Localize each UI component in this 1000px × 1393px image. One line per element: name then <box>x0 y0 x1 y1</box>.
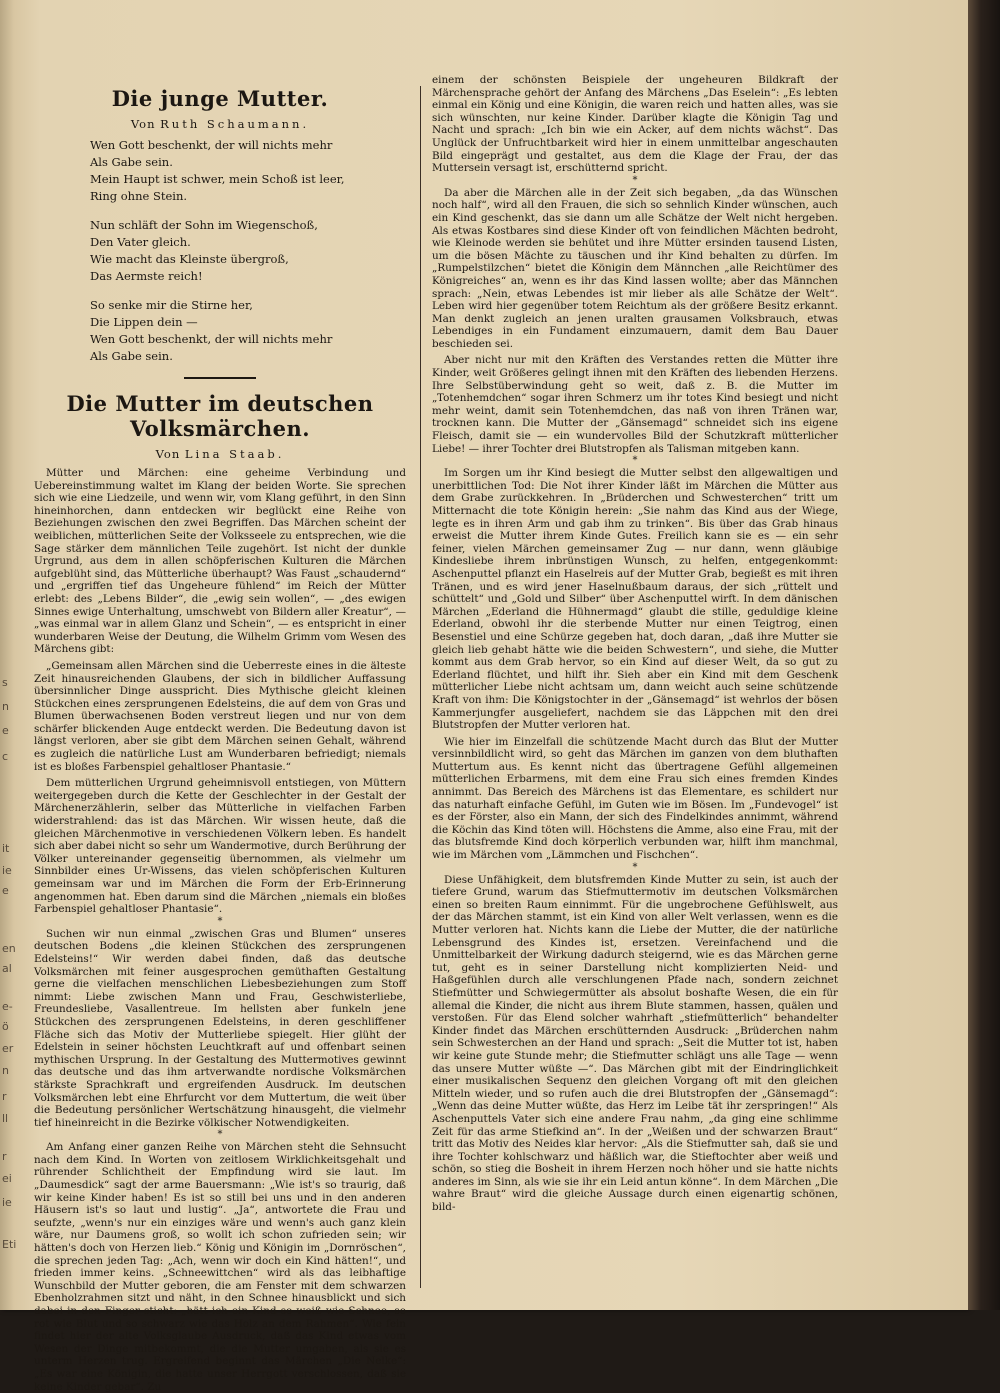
poem-line: Das Aermste reich! <box>90 269 203 283</box>
gutter-fragment: r <box>2 1150 7 1163</box>
poem-line: So senke mir die Stirne her, <box>90 298 253 312</box>
gutter-fragment: n <box>2 700 9 713</box>
poem-title: Die junge Mutter. <box>111 86 329 111</box>
section-separator: * <box>217 915 223 927</box>
article-paragraph: Diese Unfähigkeit, dem blutsfremden Kinde Mutter zu sein, ist auch der tiefere Grund, warum das Stiefmuttermotiv im deutschen Volksmärchen einen so breiten Raum einnimmt. Für die ungebrochene Gefühlswelt, aus der das Märchen stammt, ist ein Kind von aller Welt verlassen, wenn es die Mutter verloren hat. Nichts kann die Liebe der Mutter, die der natürliche Lebensgrund des Kindes ist, ersetzen. Vereinfachend und die Unmittelbarkeit der Wirkung dadurch steigernd, wie es das Märchen gerne tut, geht es in seiner Darstellung nicht komplizierten Neid- und Haßgefühlen durch alle verschlungenen Pfade nach, sondern zeichnet Stiefmütter und Schwiegermütter als absolut boshafte Wesen, die ein für allemal die Kinder, die nicht aus ihrem Blute stammen, hassen, quälen und verstoßen. Für das Elend solcher wahrhaft „stiefmütterlich“ behandelter Kinder findet das Märchen erschütternden Ausdruck: „Brüderchen nahm sein Schwesterchen an der Hand und sprach: „Seit die Mutter tot ist, haben wir keine gute Stunde mehr; die Stiefmutter schlägt uns alle Tage — wenn das unsere Mutter wüßte —“. Das Märchen gibt mit der Eindringlichkeit einer musikalischen Sequenz den gleichen Vorgang oft mit den gleichen Mitteln wieder, und so rufen auch die drei Blutstropfen der „Gänsemagd“: „Wenn das deine Mutter wüßte, das Herz im Leibe tät ihr zerspringen!“ Als Aschenputtels Vater sich eine andere Frau nahm, „da ging eine schlimme Zeit für das arme Stiefkind an“. In der „Weißen und der schwarzen Braut“ tritt das Motiv des Neides klar hervor: „Als die Stiefmutter sah, daß sie und ihre Tochter kohlschwarz und häßlich war, die Stieftochter aber weiß und schön, so stieg die Bosheit in ihrem Herzen noch höher und sie hatte nichts anderes im Sinn, als wie sie ihr ein Leid antun könne“. In dem Märchen „Die wahre Braut“ wird die gleiche Aussage durch einen eigenartig schönen, bild- <box>432 873 838 1214</box>
article-paragraph: Wie hier im Einzelfall die schützende Macht durch das Blut der Mutter versinnbildlicht wird, so geht das Märchen im ganzen von dem bluthaften Muttertum aus. Es kennt nicht das übertragene Gefühl allgemeinen mütterlichen Erbarmens, mit dem eine Frau sich eines fremden Kindes annimmt. Das Bereich des Märchens ist das Elementare, es schildert nur das naturhaft einfache Gefühl, im Guten wie im Bösen. Im „Fundevogel“ ist es der Förster, also ein Mann, der sich des Findelkindes annimmt, während die Köchin das Kind töten will. Höchstens die Amme, also eine Frau, mit der das blutsfremde Kind doch körperlich verbunden war, hilft ihm manchmal, wie im Märchen vom „Lämmchen und Fischchen“. <box>432 735 838 862</box>
gutter-fragment: it <box>2 842 10 855</box>
gutter-fragment: ll <box>2 1112 9 1125</box>
section-separator: * <box>632 174 638 186</box>
article-paragraph: Da aber die Märchen alle in der Zeit sich begaben, „da das Wünschen noch half“, wird all den Frauen, die sich so sehnlich Kinder wünschen, auch ein Kind geschenkt, das sie dann um alle Schätze der Welt nicht hergeben. Als etwas Kostbares sind diese Kinder oft von feindlichen Mächten bedroht, wie Kleinode werden sie behütet und ihre Mütter ersinden tausend Listen, um die bösen Mächte zu täuschen und ihr Kind behalten zu dürfen. Im „Rumpelstilzchen“ bietet die Königin dem Männchen „alle Reichtümer des Königreiches“ an, wenn es ihr das Kind lassen wollte; aber das Männchen sprach: „Nein, etwas Lebendes ist mir lieber als alle Schätze der Welt“. Leben wird hier gegenüber totem Reichtum als der größere Besitz erkannt. Man denkt zugleich an jenen uralten grausamen Volksbrauch, etwas Lebendiges in ein Fundament einzumauern, damit dem Bau Dauer beschieden sei. <box>432 186 838 350</box>
gutter-fragment: er <box>2 1042 14 1055</box>
section-separator: * <box>217 1129 223 1141</box>
gutter-fragment: e- <box>2 1000 13 1013</box>
article-quote-paragraph: „Gemeinsam allen Märchen sind die Ueberreste eines in die älteste Zeit hinausreichenden Glaubens, der sich in bildlicher Auffassung übersinnlicher Dinge ausspricht. Dies Mythische gleicht kleinen Stückchen eines zersprungenen Edelsteins, die auf dem von Gras und Blumen überwachsenen Boden verstreut liegen und nur von dem schärfer blickenden Auge entdeckt werden. Die Bedeutung davon ist längst verloren, aber sie gibt dem Märchen seinen Gehalt, während es zugleich die natürliche Lust am Wunderbaren befriedigt; niemals ist es bloßes Farbenspiel gehaltloser Phantasie.“ <box>34 659 406 773</box>
article-byline-prefix: Von <box>155 447 181 461</box>
poem-stanza <box>90 137 406 205</box>
poem-line: Mein Haupt ist schwer, mein Schoß ist leer, <box>90 172 345 186</box>
article-paragraph: Am Anfang einer ganzen Reihe von Märchen steht die Sehnsucht nach dem Kind. In Worten von zeitlosem Wirklichkeitsgehalt und rührender Schlichtheit der Empfindung wird sie laut. Im „Daumesdick“ sagt der arme Bauersmann: „Wie ist's so traurig, daß wir keine Kinder haben! Es ist so still bei uns und in den anderen Häusern ist's so laut und lustig“. „Ja“, antwortete die Frau und seufzte, „wenn's nur ein einziges wäre und wenn's auch ganz klein wäre, nur Daumens groß, so wollt ich schon zufrieden sein; wir hätten's doch von Herzen lieb.“ König und Königin im „Dornröschen“, die sprechen jeden Tag: „Ach, wenn wir doch ein Kind hätten!“, und frieden immer keins. „Schneewittchen“ wird als das leibhaftige Wunschbild der Mutter geboren, die am Fenster mit dem schwarzen Ebenholzrahmen sitzt und näht, in den Schnee hinausblickt und sich dabei in den Finger sticht: „hätt ich ein Kind so weiß wie Schnee, so rot wie Blut und so schwarz wie das Holz an dem Rahmen“. Wie fein findet hier der alte Volksglaube Ausdruck, daß das Kind etwas vom Wesen der Dinge mitbekommt, die die Mutter umgaben, als sie es unterm Herzen trug. Ergreifend beginnt das Märchen „Die Nelke“: „Es war eine Königin, die hatte unser Herrgott verschlossen, daß sie keine Kinder gebar“. Zu <box>34 1141 406 1393</box>
poem-line: Die Lippen dein — <box>90 315 198 329</box>
poem-line: Als Gabe sein. <box>90 349 173 363</box>
article-title: Die Mutter im deutschen Volksmärchen. <box>66 391 374 441</box>
article-byline <box>34 447 406 461</box>
section-divider-rule <box>184 377 256 379</box>
adjacent-page-gutter <box>0 0 26 1310</box>
gutter-fragment: al <box>2 962 12 975</box>
section-separator: * <box>632 861 638 873</box>
section-separator: * <box>632 455 638 467</box>
poem-line: Nun schläft der Sohn im Wiegenschoß, <box>90 218 318 232</box>
gutter-fragment: e <box>2 724 9 737</box>
poem-body <box>90 137 406 365</box>
poem-line: Wen Gott beschenkt, der will nichts mehr <box>90 332 333 346</box>
gutter-fragment: ie <box>2 864 12 877</box>
article-paragraph: einem der schönsten Beispiele der ungeheuren Bildkraft der Märchensprache gehört der Anfang des Märchens „Das Eselein“: „Es lebten einmal ein König und eine Königin, die waren reich und hatten alles, was sie sich wünschten, nur keine Kinder. Darüber klagte die Königin Tag und Nacht und sprach: „Ich bin wie ein Acker, auf dem nichts wächst“. Das Unglück der Unfruchtbarkeit wird hier in einem unmittelbar angeschauten Bild eingeprägt und gestaltet, aus dem die Klage der Frau, der das Muttersein versagt ist, erschütternd spricht. <box>432 74 838 175</box>
gutter-fragment: r <box>2 1090 7 1103</box>
poem-byline <box>34 117 406 131</box>
gutter-fragment: Eti <box>2 1238 17 1251</box>
poem-line: Wen Gott beschenkt, der will nichts mehr <box>90 138 333 152</box>
gutter-fragment: s <box>2 676 8 689</box>
gutter-fragment: e <box>2 884 9 897</box>
poem-author: Ruth Schaumann. <box>160 117 310 131</box>
article-paragraph: Dem mütterlichen Urgrund geheimnisvoll entstiegen, von Müttern weitergegeben durch die Kette der Geschlechter in der Gestalt der Märchenerzählerin, selber das Mütterliche in vielfachen Farben widerstrahlend: das ist das Märchen. Wir wissen heute, daß die gleichen Märchenmotive in verschiedenen Völkern leben. Es handelt sich aber dabei nicht so sehr um Wandermotive, durch Berührung der Völker untereinander gegenseitig übernommen, als vielmehr um Sinnbilder eines Ur-Wissens, das vielen schöpferischen Kulturen gemeinsam war und im Märchen die Form der Erb-Erinnerung angenommen hat. Eben darum sind die Märchen „niemals ein bloßes Farbenspiel gehaltloser Phantasie“. <box>34 777 406 916</box>
article-paragraph: Mütter und Märchen: eine geheime Verbindung und Uebereinstimmung waltet im Klang der beiden Worte. Sie sprechen sich wie eine Liedzeile, und wenn wir, vom Klang geführt, in den Sinn hineinhorchen, dann entdecken wir beglückt eine Reihe von Beziehungen zwischen den zwei Begriffen. Das Märchen scheint der weiblichen, mütterlichen Seite der Volksseele zu entsprechen, wie die Sage stärker dem männlichen Teile zugehört. Ist nicht der dunkle Urgrund, aus dem in allen schöpferischen Kulturen die Märchen aufgeblüht sind, das Mütterliche überhaupt? Was Faust „schaudernd“ und „ergriffen tief das Ungeheure fühlend“ im Reich der Mütter erlebt: des „Lebens Bilder“, die „ewig sein wollen“, — „des ewigen Sinnes ewige Unterhaltung, umschwebt von Bildern aller Kreatur“, — „was einmal war in allem Glanz und Schein“, — es entspricht in einer wunderbaren Weise der Deutung, die Wilhelm Grimm vom Wesen des Märchens gibt: <box>34 467 406 656</box>
column-divider <box>420 86 421 1288</box>
gutter-fragment: c <box>2 750 9 763</box>
poem-line: Den Vater gleich. <box>90 235 191 249</box>
article-author: Lina Staab. <box>184 447 285 461</box>
gutter-fragment: en <box>2 942 16 955</box>
left-column <box>34 80 406 1393</box>
poem-line: Wie macht das Kleinste übergroß, <box>90 252 289 266</box>
poem-line: Ring ohne Stein. <box>90 189 188 203</box>
gutter-fragment: n <box>2 1064 9 1077</box>
article-paragraph: Aber nicht nur mit den Kräften des Verstandes retten die Mütter ihre Kinder, weit Größeres gelingt ihnen mit den Kräften des liebenden Herzens. Ihre Selbstüberwindung geht so weit, daß z. B. die Mutter im „Totenhemdchen“ sogar ihren Schmerz um ihr totes Kind besiegt und nicht mehr weint, damit sein Totenhemdchen, das naß von ihren Tränen war, trocknen kann. Die Mutter der „Gänsemagd“ schneidet sich ins eigene Fleisch, damit sie — ein wundervolles Bild der Schutzkraft mütterlicher Liebe! — ihrer Tochter drei Blutstropfen als Talisman mitgeben kann. <box>432 354 838 455</box>
poem-stanza <box>90 297 406 365</box>
gutter-fragment: ie <box>2 1196 12 1209</box>
poem-line: Als Gabe sein. <box>90 155 173 169</box>
poem-byline-prefix: Von <box>130 117 156 131</box>
article-paragraph: Im Sorgen um ihr Kind besiegt die Mutter selbst den allgewaltigen und unerbittlichen Tod: Die Not ihrer Kinder läßt im Märchen die Mütter aus dem Grabe zurückkehren. In „Brüderchen und Schwesterchen“ tritt um Mitternacht die tote Königin herein: „Sie nahm das Kind aus der Wiege, legte es in ihren Arm und gab ihm zu trinken“. Bis über das Grab hinaus erweist die Mutter ihrem Kinde Gutes. Freilich kann sie es — ein sehr feiner, vielen Märchen gemeinsamer Zug — nur dann, wenn gläubige Kindesliebe ihrem inbrünstigen Wunsch, zu helfen, entgegenkommt: Aschenputtel pflanzt ein Haselreis auf der Mutter Grab, begießt es mit ihren Tränen, und es wird jener Haselnußbaum daraus, der sich „rüttelt und schüttelt“ und „Gold und Silber“ über Aschenputtel wirft. In dem dänischen Märchen „Ederland die Hühnermagd“ glaubt die stille, geduldige kleine Ederland, obwohl ihr die sterbende Mutter nur einen Teigtrog, einen Besenstiel und eine Schürze gegeben hat, doch daran, „daß ihre Mutter sie gleich lieb gehabt hätte wie die beiden Schwestern“, und siehe, die Mutter kommt aus dem Grab hervor, so ein Kind auf dieser Welt, da so gut zu Ederland flüchtet, und hilft ihr. Sieh aber ein Kind mit dem Geschenk mütterlicher Liebe nicht achtsam um, dann weicht auch seine schützende Kraft von ihm: Die Königstochter in der „Gänsemagd“ ist wehrlos der bösen Kammerjungfer ausgeliefert, nachdem sie das Läppchen mit den drei Blutstropfen der Mutter verloren hat. <box>432 467 838 732</box>
gutter-fragment: ö <box>2 1020 9 1033</box>
poem-stanza <box>90 217 406 285</box>
gutter-fragment: ei <box>2 1172 12 1185</box>
right-column <box>432 74 838 1310</box>
book-binding-edge <box>968 0 1000 1310</box>
article-paragraph: Suchen wir nun einmal „zwischen Gras und Blumen“ unseres deutschen Bodens „die kleinen Stückchen des zersprungenen Edelsteins!“ Wir werden dabei finden, daß das deutsche Volksmärchen mit feiner ausgesprochen gemüthaften Gestaltung gerne die vielfachen menschlichen Liebesbeziehungen zum Stoff nimmt: Liebe zwischen Mann und Frau, Geschwisterliebe, Freundesliebe, Vasallentreue. Im hellsten aber funkeln jene Stückchen des zersprungenen Edelsteins, in deren geschliffener Fläche sich das Motiv der Mutterliebe spiegelt. Hier glüht der Edelstein in seiner höchsten Leuchtkraft auf und offenbart seinen mythischen Ursprung. In der Gestaltung des Muttermotives gewinnt das deutsche und das ihm artverwandte nordische Volksmärchen stärkste Sprachkraft und ergreifenden Ausdruck. Im deutschen Volksmärchen lebt eine Ehrfurcht vor dem Muttertum, die weit über die Bedeutung persönlicher Wertschätzung hinausgeht, die vielmehr tief hineinreicht in die Bezirke völkischer Notwendigkeiten. <box>34 927 406 1129</box>
